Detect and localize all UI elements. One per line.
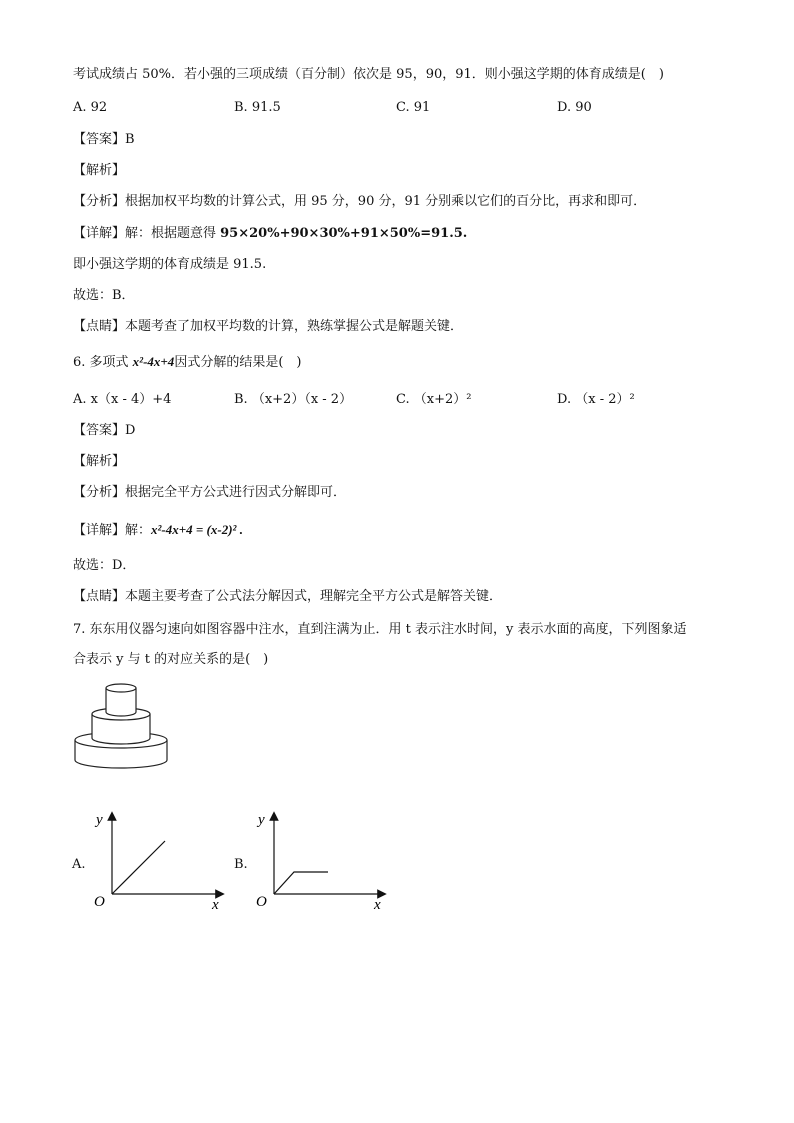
q7-graph-a[interactable]	[90, 808, 230, 912]
q6-guxuan: 故选：D．	[73, 558, 136, 573]
q6-xiangjie-label: 【详解】解：	[73, 523, 152, 538]
q5-option-b[interactable]: B. 91.5	[234, 100, 281, 115]
container-figure	[70, 680, 170, 772]
q5-analysis-heading: 【解析】	[73, 163, 126, 178]
q7-option-b-label[interactable]: B.	[234, 857, 248, 872]
origin-label: O	[256, 894, 267, 910]
q7-option-a-label[interactable]: A.	[72, 857, 86, 872]
origin-label: O	[94, 894, 105, 910]
q5-xiangjie-label: 【详解】解：根据题意得	[73, 226, 221, 241]
x-axis-label: x	[212, 897, 219, 912]
q5-stem: 考试成绩占 50%．若小强的三项成绩（百分制）依次是 95，90，91．则小强这学期的体育成绩是( )	[73, 67, 664, 82]
q6-answer: 【答案】D	[73, 423, 136, 438]
q7-stem-line1: 7. 东东用仪器匀速向如图容器中注水，直到注满为止．用 t 表示注水时间，y 表示水面的高度，下列图象适	[73, 622, 687, 637]
q5-conclusion: 即小强这学期的体育成绩是 91.5.	[73, 257, 267, 272]
q5-answer: 【答案】B	[73, 132, 135, 147]
q7-graph-b[interactable]	[252, 808, 392, 912]
q5-guxuan: 故选：B．	[73, 288, 135, 303]
y-axis-label: y	[258, 812, 265, 828]
q5-xiangjie-math: 95×20%+90×30%+91×50%=91.5.	[220, 226, 468, 241]
q6-option-c[interactable]: C. （x+2）²	[396, 392, 472, 407]
q6-stem	[73, 353, 301, 372]
q6-analysis-heading: 【解析】	[73, 454, 126, 469]
q6-option-b[interactable]: B. （x+2）（x - 2）	[234, 392, 353, 407]
q5-option-a[interactable]: A. 92	[73, 100, 108, 115]
q6-option-d[interactable]: D. （x - 2）²	[557, 392, 635, 407]
q6-xiangjie-math: x²-4x+4 = (x-2)² .	[151, 522, 243, 537]
q7-stem-line2: 合表示 y 与 t 的对应关系的是( )	[73, 652, 269, 667]
graph-a-line	[112, 841, 165, 894]
q6-xiangjie	[73, 521, 243, 540]
q5-dianjing: 【点睛】本题考查了加权平均数的计算，熟练掌握公式是解题关键．	[73, 319, 464, 334]
q5-xiangjie	[73, 225, 467, 243]
q6-stem-post: 因式分解的结果是( )	[174, 355, 302, 370]
graph-b-line	[274, 872, 328, 894]
q6-stem-pre: 6. 多项式	[73, 355, 133, 370]
q6-dianjing: 【点睛】本题主要考查了公式法分解因式，理解完全平方公式是解答关键．	[73, 589, 503, 604]
q5-fenxi: 【分析】根据加权平均数的计算公式，用 95 分，90 分，91 分别乘以它们的百分比，再求和即可．	[73, 194, 647, 209]
x-axis-label: x	[374, 897, 381, 912]
q6-option-a[interactable]: A. x（x - 4）+4	[73, 392, 172, 407]
y-axis-label: y	[96, 812, 103, 828]
q6-fenxi: 【分析】根据完全平方公式进行因式分解即可．	[73, 485, 347, 500]
q5-option-d[interactable]: D. 90	[557, 100, 592, 115]
q6-stem-math: x²-4x+4	[132, 354, 175, 369]
q5-option-c[interactable]: C. 91	[396, 100, 431, 115]
